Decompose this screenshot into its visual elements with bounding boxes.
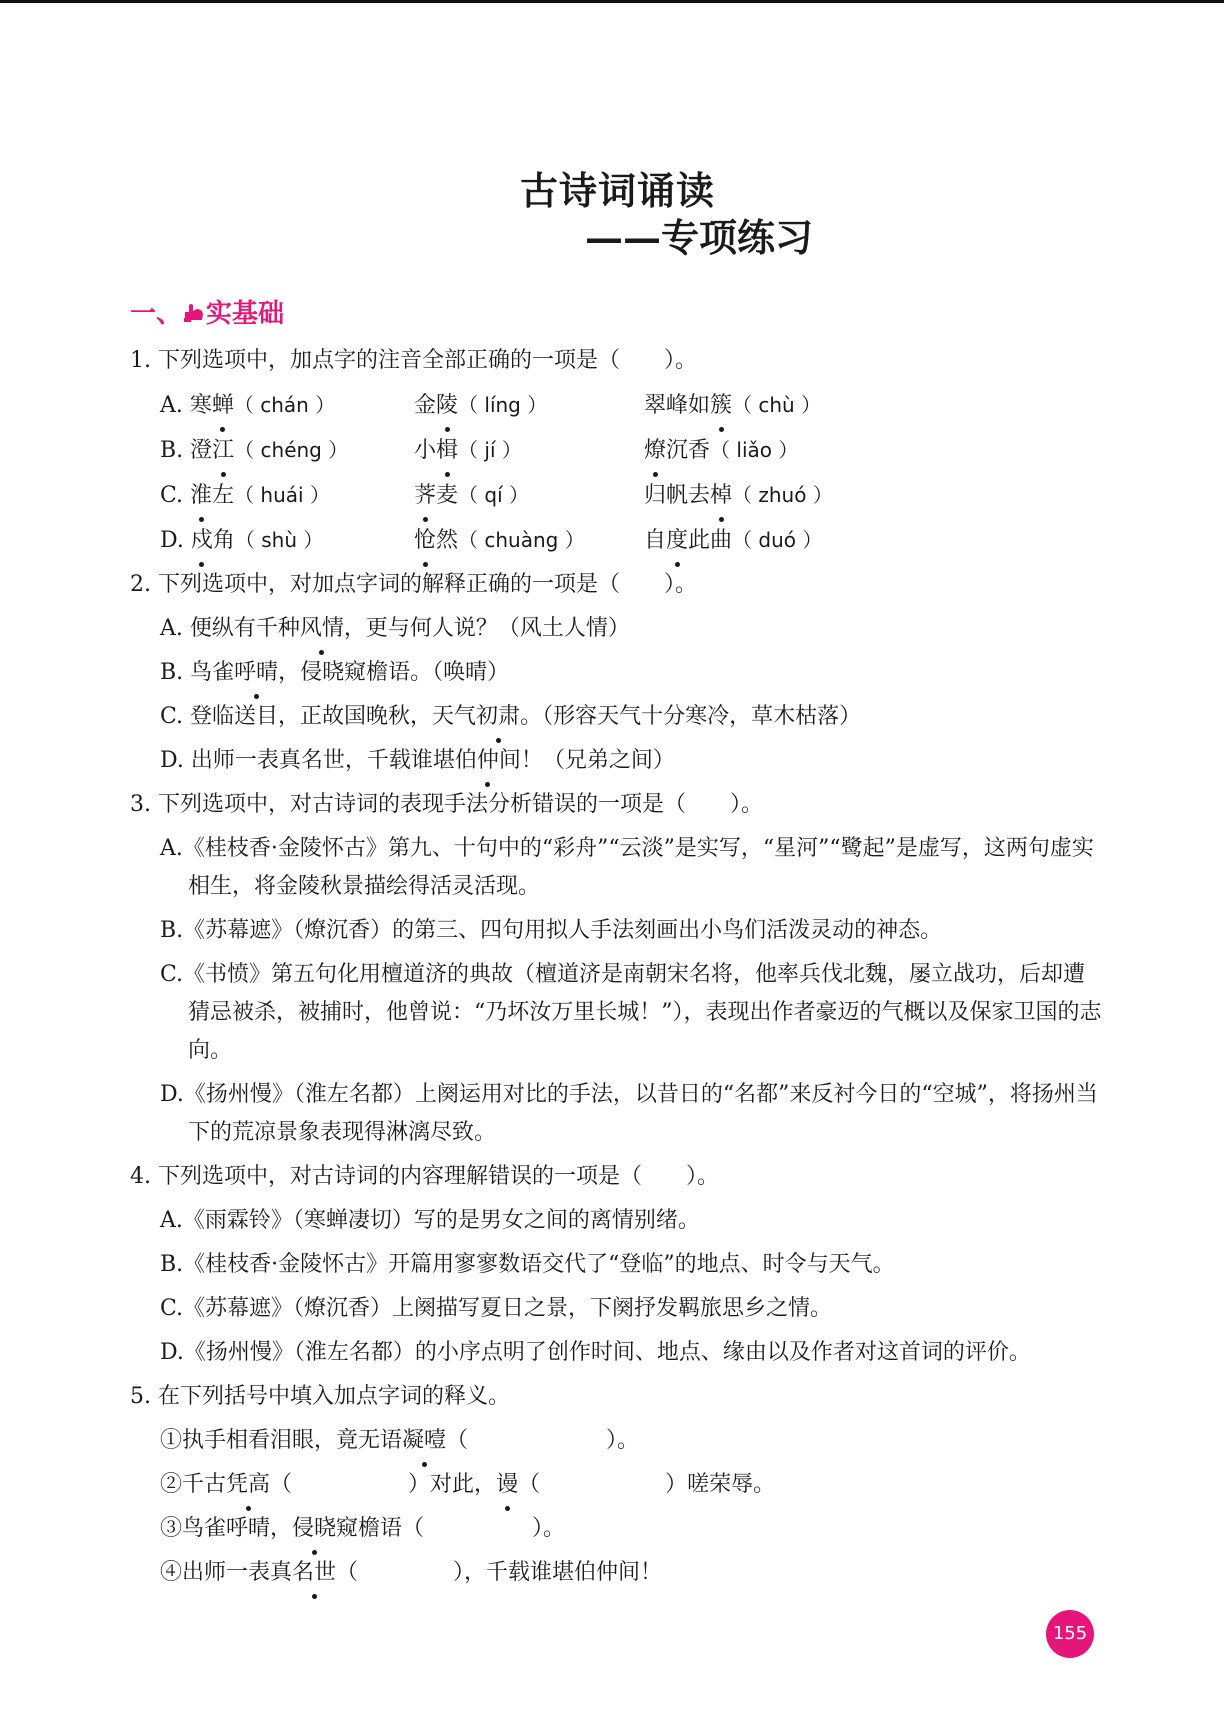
word-text: 小 — [414, 438, 437, 463]
pinyin-annotation: （ líng ） — [458, 393, 548, 417]
dotted-character: 怆 — [414, 519, 436, 563]
dotted-phrase: 初肃 — [476, 695, 520, 739]
word-text: D. — [160, 528, 191, 553]
q5-item-3 — [160, 1507, 1105, 1551]
q4-option-a: A.《雨霖铃》（寒蝉凄切）写的是男女之间的离情别绪。 — [160, 1208, 700, 1233]
dotted-phrase: 风情 — [300, 607, 344, 651]
item-text: （ — [446, 1428, 469, 1453]
word-text: 沉香 — [666, 438, 711, 463]
q1-option-row-d — [160, 518, 1105, 563]
page-number-badge: 155 — [1046, 1610, 1094, 1658]
q4-option-d: D.《扬州慢》（淮左名都）的小序点明了创作时间、地点、缘由以及作者对这首词的评价。 — [160, 1340, 1031, 1365]
word-text: 麦 — [436, 483, 459, 508]
word-text: 左 — [212, 483, 235, 508]
pinyin-annotation: （ jí ） — [458, 438, 522, 462]
question-2-stem: 2. 下列选项中，对加点字词的解释正确的一项是（ ）。 — [130, 572, 697, 597]
word-text: 归帆去 — [644, 483, 711, 508]
option-text: C. 登临送目，正故国晚秋，天气 — [160, 704, 477, 729]
word-text: 自 — [644, 528, 667, 553]
q2-option-c — [160, 695, 1105, 739]
item-text: 窥檐语（ — [336, 1516, 425, 1541]
q1-option-cell — [160, 428, 414, 473]
q1-option-row-a — [160, 383, 1105, 428]
pinyin-annotation: （ chuàng ） — [458, 528, 585, 552]
question-3-stem: 3. 下列选项中，对古诗词的表现手法分析错误的一项是（ ）。 — [130, 792, 763, 817]
q5-item-2 — [160, 1463, 1105, 1507]
dotted-phrase: 名世 — [292, 1551, 336, 1595]
dotted-character: 淮 — [190, 474, 212, 518]
q4-option-b: B.《桂枝香·金陵怀古》开篇用寥寥数语交代了“登临”的地点、时令与天气。 — [160, 1252, 895, 1277]
item-text: ）。 — [532, 1516, 566, 1541]
q1-option-cell — [414, 473, 644, 518]
pinyin-annotation: （ chán ） — [233, 393, 336, 417]
q1-option-cell — [644, 383, 944, 428]
q5-item-4 — [160, 1551, 1105, 1595]
q1-option-cell — [414, 518, 644, 563]
q1-option-row-b — [160, 428, 1105, 473]
option-text: ！（兄弟之间） — [520, 748, 675, 773]
q3-option-a: A.《桂枝香·金陵怀古》第九、十句中的“彩舟”“云淡”是实写，“星河”“鹭起”是虚写，这两句虚实相生，将金陵秋景描绘得活灵活现。 — [160, 836, 1094, 899]
q3-option-d: D.《扬州慢》（淮左名都）上阕运用对比的手法，以昔日的“名都”来反衬今日的“空城”，将扬州当下的荒凉景象表现得淋漓尽致。 — [160, 1082, 1098, 1145]
q1-option-cell — [414, 383, 644, 428]
question-4-stem: 4. 下列选项中，对古诗词的内容理解错误的一项是（ ）。 — [130, 1164, 719, 1189]
pinyin-annotation: （ huái ） — [234, 483, 330, 507]
option-text: B. 鸟雀 — [160, 660, 235, 685]
word-text: 此曲 — [688, 528, 733, 553]
item-text: ③鸟雀呼晴， — [160, 1516, 293, 1541]
dotted-character: 陵 — [436, 384, 458, 428]
question-1-stem: 1. 下列选项中，加点字的注音全部正确的一项是（ ）。 — [130, 348, 697, 373]
section-heading — [130, 293, 284, 331]
section-number: 一、 — [130, 299, 183, 329]
dotted-phrase: 呼晴 — [234, 651, 278, 695]
dotted-character: 棹 — [710, 474, 732, 518]
item-text: ）对此， — [408, 1472, 497, 1497]
q1-option-cell — [414, 428, 644, 473]
dotted-phrase: 凝噎 — [402, 1419, 446, 1463]
item-text: ④出师一表真 — [160, 1560, 293, 1585]
option-text: 。（形容天气十分寒冷，草木枯落） — [520, 704, 862, 729]
q1-option-cell — [644, 518, 944, 563]
question-5-stem: 5. 在下列括号中填入加点字词的释义。 — [130, 1384, 510, 1409]
item-text: ）。 — [606, 1428, 640, 1453]
dotted-character: 楫 — [436, 429, 458, 473]
dotted-character: 江 — [212, 429, 234, 473]
option-text: A. 便纵有千种 — [160, 616, 300, 641]
pinyin-annotation: （ qí ） — [458, 483, 529, 507]
q1-option-cell — [160, 518, 414, 563]
q1-option-cell — [160, 383, 414, 428]
pinyin-annotation: （ chù ） — [732, 393, 822, 417]
dotted-character: 燎 — [644, 429, 666, 473]
q1-option-row-c — [160, 473, 1105, 518]
word-text: 角 — [212, 528, 235, 553]
dotted-phrase: 凭高 — [226, 1463, 270, 1507]
q4-option-c: C.《苏幕遮》（燎沉香）上阕描写夏日之景，下阕抒发羁旅思乡之情。 — [160, 1296, 833, 1321]
option-text: D. 出师一表真名世，千载谁堪 — [160, 748, 455, 773]
dotted-character: 戍 — [191, 519, 213, 563]
q1-option-cell — [644, 428, 944, 473]
item-text: ②千古 — [160, 1472, 227, 1497]
option-text: ，更与何人说？（风土人情） — [343, 616, 630, 641]
pinyin-annotation: （ zhuó ） — [732, 483, 833, 507]
dotted-character: 蝉 — [212, 384, 234, 428]
item-text: ）嗟荣辱。 — [665, 1472, 776, 1497]
q2-option-a — [160, 607, 1105, 651]
dotted-phrase: 侵晓 — [292, 1507, 336, 1551]
q1-option-cell — [644, 473, 944, 518]
word-text: B. 澄 — [160, 438, 213, 463]
q2-option-b — [160, 651, 1105, 695]
section-title: 实基础 — [206, 299, 285, 329]
word-text: A. 寒 — [160, 393, 212, 418]
q2-option-d — [160, 739, 1105, 783]
option-text: ，侵晓窥檐语。（唤晴） — [278, 660, 510, 685]
word-text: C. — [160, 483, 191, 508]
q5-item-1 — [160, 1419, 1105, 1463]
pinyin-annotation: （ chéng ） — [234, 438, 349, 462]
hand-icon — [182, 300, 206, 331]
word-text: 翠峰如 — [644, 393, 711, 418]
word-text: 然 — [436, 528, 459, 553]
top-border-line — [0, 0, 1224, 3]
dotted-character: 谩 — [496, 1463, 518, 1507]
dotted-character: 度 — [666, 519, 688, 563]
page-subtitle: ——专项练习 — [585, 215, 814, 260]
page-title: 古诗词诵读 — [520, 168, 716, 213]
pinyin-annotation: （ duó ） — [732, 528, 823, 552]
q3-option-b: B.《苏幕遮》（燎沉香）的第三、四句用拟人手法刻画出小鸟们活泼灵动的神态。 — [160, 918, 943, 943]
q3-option-c: C.《书愤》第五句化用檀道济的典故（檀道济是南朝宋名将，他率兵伐北魏，屡立战功，后却遭猜忌被杀，被捕时，他曾说：“乃坏汝万里长城！”），表现出作者豪迈的气概以及保家卫国的志向。 — [160, 962, 1102, 1063]
exercise-content — [130, 339, 1105, 1595]
dotted-phrase: 伯仲间 — [455, 739, 521, 783]
pinyin-annotation: （ liǎo ） — [710, 438, 799, 462]
dotted-character: 荠 — [414, 474, 436, 518]
item-text: （ — [336, 1560, 359, 1585]
item-text: ），千载谁堪伯仲间！ — [453, 1560, 663, 1585]
item-text: （ — [518, 1472, 541, 1497]
item-text: （ — [270, 1472, 293, 1497]
word-text: 金 — [414, 393, 437, 418]
pinyin-annotation: （ shù ） — [234, 528, 324, 552]
q1-option-cell — [160, 473, 414, 518]
dotted-character: 簇 — [710, 384, 732, 428]
item-text: ①执手相看泪眼，竟无语 — [160, 1428, 403, 1453]
